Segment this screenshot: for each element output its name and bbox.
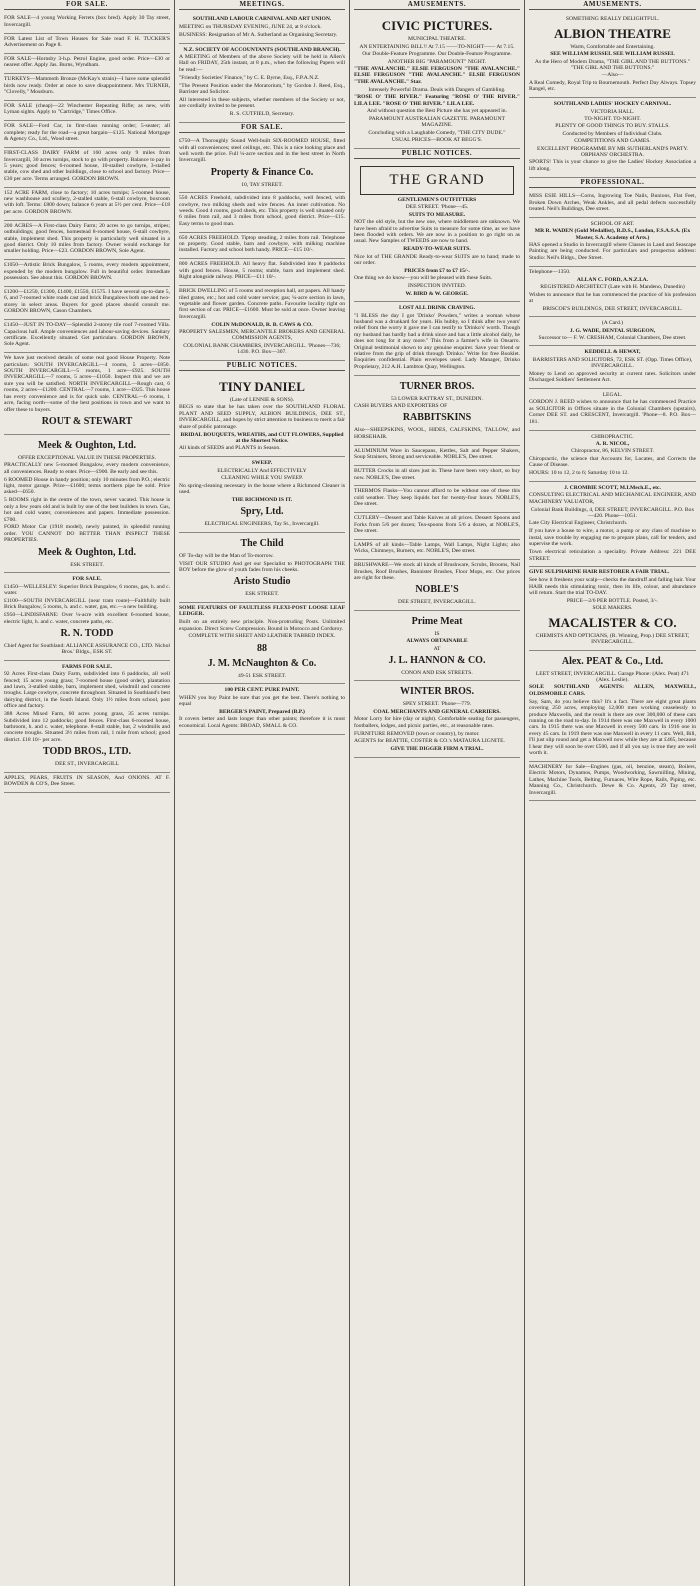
ad-800-acres: 800 ACRES FREEHOLD. All heavy flat. Subdivided into 8 paddocks with good fences. House, 5 rooms; stable, barn and implement shed. Right alongside railway. PRICE—£11 10/-.	[179, 259, 345, 286]
ad-ford-car: FOR SALE—Ford Car, in first-class running order; 5-seater; all complete; ready for the road—a great bargain—£125. National Mortgage & Agency Co., Ltd., Wood street.	[4, 121, 170, 148]
ad-nobles-thermos: THERMOS Flasks—You cannot afford to be without one of these this cold weather. They keep liquids hot for twenty-four hours. NOBLE'S, Dee street.	[354, 486, 520, 513]
section-header-for-sale-2: FOR SALE.	[179, 123, 345, 133]
advertiser-jl-hannon: J. L. HANNON & CO.	[388, 655, 486, 666]
ad-hockey-carnival: SOUTHLAND LADIES' HOCKEY CARNIVAL. VICTORIA HALL. TO-NIGHT. TO-NIGHT. PLENTY OF GOOD THINGS TO BUY. STALLS. Conducted by Members of Individual Clubs. COMPETITIONS AND GAMES. EXCELLENT PROGRAMME BY MR SUTHERLAND'S PARTY. ORPHANS' ORCHESTRA. SPORTS! This is your chance to give the Ladies' Hockey Association a lift along.	[529, 98, 696, 178]
advertiser-alex-peat: Alex. PEAT & Co., Ltd.	[561, 655, 664, 667]
ad-apples-pears: APPLES, PEARS, FRUITS IN SEASON, And ONIONS. AT F. BOWDEN & CO'S, Dee Street.	[4, 773, 170, 793]
ad-brick-dwelling: BRICK DWELLING of 5 rooms and reception hall, art papers. All handy tiled grates, etc.; hot and cold water service; gas; ¼-acre section in lawn, vegetable and flower garden. Concrete paths. Favourite locality right on first section of car. PRICE—£1600. Must be sold at once. Owner leaving Invercargill. COLIN McDONALD, R. B. CAWS & CO. PROPERTY SALESMEN, MERCANTILE BROKERS AND GENERAL COMMISSION AGENTS, COLONIAL BANK CHAMBERS, INVERCARGILL. 'Phones—736; 1436. P.O. Box—307.	[179, 286, 345, 361]
section-header-public-notices-2: PUBLIC NOTICES.	[354, 149, 520, 159]
section-header-amusements: AMUSEMENTS.	[354, 0, 520, 10]
ad-nobles-cutlery: CUTLERY—Dessert and Table Knives at all prices. Dessert Spoons and Forks from 5/6 per dozen; Tea-spoons from 5/6 a dozen, at NOBLE'S, Dee street.	[354, 513, 520, 540]
section-header-for-sale: FOR SALE.	[4, 0, 170, 10]
ad-aristo-studio: The Child OF To-day will be the Man of To-morrow. VISIT OUR STUDIO And get our Specialist to PHOTOGRAPH THE BOY before the glow of youth fades from his cheeks. Aristo Studio ESK STREET.	[179, 533, 345, 603]
ad-petrol-engine: FOR SALE—Hornsby 3-h.p. Petrol Engine, good order. Price—£30 or nearest offer. Apply Jas. Burns, Wyndham.	[4, 54, 170, 74]
section-header-public-notices: PUBLIC NOTICES.	[179, 361, 345, 371]
ad-dairy-farm-200: 200 ACRES—A First-class Dairy Farm; 20 acres to go turnips, stripes; outbuildings; good fences, homestead 8-roomed house, 6-stall cowbyre, stable, implement shed. This property is particularly well situated in a good district. Only 10 miles from factory. Owner would exchange for smaller holding. Price—£23. GORDON BROWN, Sole Agent.	[4, 221, 170, 261]
ad-the-grand: THE GRAND GENTLEMEN'S OUTFITTERS DEE STREET. 'Phone—45. SUITS TO MEASURE. NOT the old style, but the new one, where middlemen are unknown. We have been afraid to advertise Suits to measure for some time, as we have been flooded with orders. We are now in a position to go right on as usual. New Samples of TWEEDS are now to hand. READY-TO-WEAR SUITS. Nice lot of THE GRANDE Ready-to-wear SUITS are to hand; made to our order. PRICES from £7 to £7 15/-. One thing we do know—you will be pleased with these Suits. INSPECTION INVITED. W. BIRD & W. GEORGE.	[354, 162, 520, 302]
ad-albion-theatre: SOMETHING REALLY DELIGHTFUL. ALBION THEATRE Warm, Comfortable and Entertaining. SEE WILLIAM RUSSEL SEE WILLIAM RUSSEL As the Hero of Modern Drama, "THE GIRL AND THE BUTTONS." "THE GIRL AND THE BUTTONS." —Also— A Real Comedy, Royal Trip to Bournemouth. Perfect Day Always. Topsey Rangel, etc.	[529, 13, 696, 98]
advertiser-the-grand: THE GRAND	[389, 171, 485, 188]
ad-turner-bros: TURNER BROS. 53 LOWER RATTRAY ST., DUNEDIN. CASH BUYERS AND EXPORTERS OF RABBITSKINS Also—SHEEPSKINS, WOOL, HIDES, CALFSKINS, TALLOW, and HORSEHAIR.	[354, 376, 520, 446]
section-header-amusements-2: AMUSEMENTS.	[529, 0, 696, 10]
ad-esie-hills: MISS ESIE HILLS—Corns, Ingrowing Toe Nails, Bunions, Flat Feet, Broken Down Arches, Weak Ankles, and all pedal defects successfully treated. Neil's Buildings, Dee street.	[529, 191, 696, 218]
ad-chiropractic: CHIROPRACTIC. A. R. NICOL, Chiropractor, 86, KELVIN STREET. Chiropractic, the science that Accounts for, Locates, and Corrects the Cause of Disease. HOURS: 10 to 12, 2 to 6; Saturday 10 to 12.	[529, 431, 696, 482]
ad-school-of-art: SCHOOL OF ART. MR R. WADEN (Gold Medallist), R.D.S., London, F.S.A.S.A. (Ex Master, S.A. Academy of Arts.) HAS opened a Studio in Invercargill where Classes in Land and Seascape Painting are being conducted. For particulars and prospectus address: Studio: Neil's Bldgs., Dee Street.	[529, 218, 696, 267]
column-amusements	[350, 0, 525, 1586]
ad-keddell-hewat: KEDDELL & HEWAT, BARRISTERS AND SOLICITORS, 72, ESK ST. (Opp. Times Office), INVERCARGILL. Money to Lend on approved security at current rates. Solicitors under Discharged Soldiers' Settlement Act.	[529, 346, 696, 389]
ad-todd-for-sale: FOR SALE. £1450—WELLESLEY: Superior Brick Bungalow, 6 rooms, gas, h. and c. water. £1100—SOUTH INVERCARGILL (near tram route)—Faithfully built Brick Bungalow, 5 rooms, h. and c. water, gas, etc.—a new building. £950—LINDISFARNE: Over ¼-acre with excellent 6-roomed house, electric light, h. and c. water, concrete paths, etc. R. N. TODD Chief Agent for Southland: ALLIANCE ASSURANCE CO., LTD. Nichol Bros.' Bldgs., ESK ST.	[4, 573, 170, 661]
advertiser-civic-pictures: CIVIC PICTURES.	[381, 18, 493, 34]
advertiser-mcnaughton: J. M. McNaughton & Co.	[207, 657, 317, 669]
ad-rifle: FOR SALE (cheap)—22 Winchester Repeating Rifle; as new, with Lyman sights. Apply to "Cartridge," Times Office.	[4, 101, 170, 121]
ad-loose-leaf-ledger: SOME FEATURES OF FAULTLESS FLEXI-POST LOOSE LEAF LEDGER. Built on an entirely new principle. Non-protruding Posts. Unlimited expansion. Direct Screw Compression. Bound in Morocco and Corduroy. COMPLETE WITH SHEET AND LEATHER TABBED INDEX. 88 J. M. McNaughton & Co. 49-51 ESK STREET.	[179, 603, 345, 684]
advertiser-property-finance: Property & Finance Co.	[210, 166, 314, 178]
advertiser-spry: Spry, Ltd.	[240, 506, 284, 518]
ad-farm-152: 152 ACRE FARM, close to factory; 10 acres turnips; 5-roomed house, new washhouse and scullery, 2-stalled stable, 6-stall cowbyre, boxroom with loft. Terms: £800 down; balance 6 years at 5½ per cent. Price—£18 per acre. GORDON BROWN.	[4, 188, 170, 221]
ad-bungalows-1200: £1200—£1250, £1300, £1400, £1550, £1575. I have several up-to-date 5, 6, and 7-roomed white roads cast and brick Bungalows both one and two-storey in select areas. Buyers for good places should consult me. GORDON BROWN, Cason Chambers.	[4, 287, 170, 320]
column-meetings	[175, 0, 350, 1586]
ad-labour-carnival: SOUTHLAND LABOUR CARNIVAL AND ART UNION. MEETING on THURSDAY EVENING, JUNE 24, at 8 o'clock. BUSINESS: Resignation of Mr A. Sutherland as Organising Secretary.	[179, 13, 345, 43]
ad-tiny-daniel: TINY DANIEL (Late of LENNIE & SONS). BEGS to state that he has taken over the SOUTHLAND FLORAL PLANT AND SEED SUPPLY, ALBION BUILDINGS, DEE ST., INVERCARGILL, and hopes by strict attention to business to merit a fair share of public patronage. BRIDAL BOUQUETS, WREATHS, and CUT FLOWERS, Supplied at the Shortest Notice. All kinds of SEEDS and PLANTS in Season.	[179, 374, 345, 457]
ad-650-acres: 650 ACRES FREEHOLD. Tiptop steading, 2 miles from rail. Telephone on property. Good stable, barn and cowbyre, with milking machine installed. Factory and school both handy. PRICE—£15 10/-.	[179, 233, 345, 260]
advertiser-rout-stewart: ROUT & STEWART	[41, 415, 133, 427]
ad-villa-1450: £1450—JUST IN TO-DAY—Splendid 2-storey tile roof 7-roomed Villa. Capacious hall. Ample conveniences and labour-saving devices. Sanitary certificate. Excellently situated. Get particulars. GORDON BROWN, Sole Agent.	[4, 320, 170, 353]
ad-dairy-farm-160: FIRST-CLASS DAIRY FARM of 160 acres only 9 miles from Invercargill, 30 acres turnips, stock to go with property. Balance to pay in 5 years; good fences; 6-roomed house, 10-stalled cowbyre, 3-stalled stable, cow shed and other buildings, close to school and factory. Price—£30 per acre. Terms arranged. GORDON BROWN.	[4, 148, 170, 188]
ad-prime-meat: Prime Meat IS ALWAYS OBTAINABLE AT J. L. HANNON & CO. CONON AND ESK STREETS.	[354, 611, 520, 682]
ad-farms-for-sale: FARMS FOR SALE. 92 Acres First-class Dairy Farm, subdivided into 6 paddocks, all well fenced; 15 acres young grass; 7-roomed house (good order), plantation and lawn, 3-stalled stable, barn, implement shed, windmill and concrete troughs. Large cowbyre, concrete throughout. Situated in Southland's best dairying district, in the South Island. Only 1½ miles from school, post office and factory. 388 Acres Mixed Farm, 60 acres young grass, 35 acres turnips. Subdivided into 12 paddocks; good fences. First-class 6-roomed house, bathroom, h. and c. water, telephone. 8-stall stable, hut, 2 windmills and concrete troughs. Situated 3½ miles from rail, 1 mile from school; good district. £18 10/- per acre. TODD BROS., LTD. DEE ST., INVERCARGILL	[4, 661, 170, 773]
advertiser-meek-oughton: Meek & Oughton, Ltd.	[37, 439, 137, 451]
ad-crombie-scott: J. CROMBIE SCOTT, M.I.Mech.E., etc. CONSULTING ELECTRICAL AND MECHANICAL ENGINEER, AND MACHINERY VALUATOR, Colonial Bank Buildings, 4, DEE STREET, INVERCARGILL. P.O. Box—420. Phone—1051. Late City Electrical Engineer, Christchurch. If you have a house to wire, a motor, a pump or any class of machine to instal, save trouble by engaging me to prepare plans, call for tenders, and supervise the work. Town electrical reticulation a speciality. Private Address: 221 DEE STREET.	[529, 482, 696, 567]
ad-civic-pictures: CIVIC PICTURES. MUNICIPAL THEATRE. AN ENTERTAINING BILL!! At 7.15 ——TO-NIGHT—— At 7.15. Our Double-Feature Programme. Our Double-Feature Programme. ANOTHER BIG "PARAMOUNT" NIGHT. "THE AVALANCHE." ELSIE FERGUSON "THE AVALANCHE." ELSIE FERGUSON "THE AVALANCHE." ELSIE FERGUSON "THE AVALANCHE." Star. Intensely Powerful Drama. Deals with Dangers of Gambling. "ROSE O' THE RIVER." Featuring "ROSE O' THE RIVER." LILA LEE. "ROSE O' THE RIVER." LILA LEE. And without question the Best Picture she has yet appeared in. PARAMOUNT AUSTRALIAN GAZETTE. PARAMOUNT MAGAZINE. Concluding with a Laughable Comedy, "THE CITY DUDE." USUAL PRICES—BOOK AT BEGG'S.	[354, 13, 520, 148]
ad-meek-oughton-1: Meek & Oughton, Ltd. OFFER EXCEPTIONAL VALUE IN THESE PROPERTIES. PRACTICALLY new 5-roomed Bungalow, every modern convenience, all conveniences. Ready to enter. Price—£900. Be early and see this. 6 ROOMED House in handy position; only 10 minutes from P.O.; electric light, motor garage. Price—£1600; terms northern pipe be sold. Price asked—£650. 5 ROOMS right in the centre of the town, never vacated. This house is only a few years old and is built by one of the best builders in town. Gas, hot and cold water, conveniences and papers. Immediate possession. £700. FORD Motor Car (1918 model), newly painted, in splendid running order. YOU CANNOT DO BETTER THAN INSPECT THESE PROPERTIES. Meek & Oughton, Ltd. ESK STREET.	[4, 435, 170, 573]
advertiser-nobles: NOBLE'S	[415, 584, 459, 596]
ad-drinko: LOST ALL DRINK CRAVING. "I BLESS the day I got 'Drinko' Powders," writes a woman whose husband was a drunkard for years. His hubby, so I think after two years' relief from the worry it gave me I can testify to 'Drinko's' worth. Though my husband has hardly had a drink since and has a little alcohol daily, he does not long for it any more." This from a farmer's wife in Onsarro. Original testimonial shown to any genuine enquirer. Save your friend or relative from the grip of drink through 'Drinko.' Write for free Booklet. Enquiries confidential. Plain envelopes used. Lady Manager, Drinko Proprietary, 212 A.H. Lambton Quay, Wellington.	[354, 302, 520, 376]
ad-jg-wade: (A Card.) J. G. WADE, DENTAL SURGEON, Successor to— F. W. CRESHAM, Colonial Chambers, Dee street.	[529, 317, 696, 346]
ad-six-roomed-house: £750—A Thoroughly Sound Well-built SIX-ROOMED HOUSE, fitted with all conveniences; steel ceilings, etc. This is a nice looking place and well worth the price. Full ¼-acre section and in the best street in North Invercargill. Property & Finance Co. 10, TAY STREET.	[179, 136, 345, 193]
advertiser-meek-oughton-footer: Meek & Oughton, Ltd.	[37, 546, 137, 558]
ad-nobles-brushware: BRUSHWARE—We stock all kinds of Brushware, Scrubs, Brooms, Nail Brushes, Roof Brushes, Bannister Brushes, Floor Mops, etc. Our prices are right for these. NOBLE'S DEE STREET, INVERCARGILL.	[354, 560, 520, 611]
advertiser-aristo-studio: Aristo Studio	[233, 576, 291, 588]
ad-town-houses: FOR Latest List of Town Houses for Sale read F. H. TUCKER'S Advertisement on Page 8.	[4, 34, 170, 54]
section-header-professional: PROFESSIONAL.	[529, 178, 696, 188]
section-header-meetings: MEETINGS.	[179, 0, 345, 10]
advertiser-macalister: MACALISTER & CO.	[548, 614, 677, 630]
advertiser-albion-theatre: ALBION THEATRE	[554, 25, 671, 41]
advertiser-tiny-daniel: TINY DANIEL	[219, 379, 305, 395]
ad-allan-ford: Telephone—1350. ALLAN C. FORD, A.N.Z.I.A. REGISTERED ARCHITECT (Late with H. Mandeno, Dunedin) Wishes to announce that he has commenced the practice of his profession at BRISCOE'S BUILDINGS, DEE STREET, INVERCARGILL.	[529, 267, 696, 317]
advertiser-rn-todd: R. N. TODD	[60, 627, 114, 639]
ad-nobles-aluminium: ALUMINIUM Ware in Saucepans, Kettles, Salt and Pepper Shakers, Soup Strainers, Strong and serviceable. NOBLE'S, Dee street.	[354, 446, 520, 466]
ad-sulpharine: GIVE SULPHARINE HAIR RESTORER A FAIR TRIAL. See how it freshens your scalp—checks the dandruff and falling hair. Your HAIR needs this stimulating tonic, then its life, colour, and abundance will return. Start the trial TO-DAY. PRICE—2/6 PER BOTTLE. Posted, 3/-. SOLE MAKERS. MACALISTER & CO. CHEMISTS AND OPTICIANS, (R. Winning, Prop.) DEE STREET, INVERCARGILL.	[529, 567, 696, 650]
ad-house-property-list: We have just received details of some real good House Property. Note particulars: SOUTH INVERCARGILL—4 rooms, 5 acres—£850. SOUTH INVERCARGILL—5 rooms, 1 acre—£925. SOUTH INVERCARGILL—7 rooms, 5 acres—£1050. Inspect this and we are sure you will be satisfied. NORTH INVERCARGILL—Rough cast, 6 rooms, 2 acres—£1200. CENTRAL—7 rooms, 1 acre—£925. This house has every convenience and is for quick sale. CENTRAL—6 rooms, 1 acre, facing north—some of the best positions in town and we want to offer these to buyers. ROUT & STEWART	[4, 353, 170, 435]
ad-richmond-sweep: SWEEP. ELECTRICALLY And EFFECTIVELY CLEANING WHILE YOU SWEEP. No spring-cleaning necessary in the house where a Richmond Cleaner is used. THE RICHMOND IS IT. Spry, Ltd. ELECTRICAL ENGINEERS, Tay St., Invercargill.	[179, 457, 345, 532]
ad-accountants-society: N.Z. SOCIETY OF ACCOUNTANTS (SOUTHLAND BRANCH). A MEETING of Members of the above Society will be held in Allen's Hall on FRIDAY, 25th instant, at 8 p.m., when the following Papers will be read:— "Friendly Societies' Finance," by C. E. Byrne, Esq., F.P.A.N.Z. "The Present Position under the Moratorium," by Gordon J. Reed, Esq., Barrister and Solicitor. All interested in these subjects, whether members of the Society or not, are cordially invited to be present. R. S. CUTFIELD, Secretary.	[179, 44, 345, 123]
advertiser-todd-bros: TODD BROS., LTD.	[42, 746, 132, 758]
ad-nobles-butter-crocks: BUTTER Crocks in all sizes just in. These have been very short, so buy now. NOBLE'S, Dee street.	[354, 466, 520, 486]
ad-legal-gordon-reed: LEGAL. GORDON J. REED wishes to announce that he has commenced Practice as SOLICITOR in Offices situate in the Colonial Chambers (upstairs), Corner DEE ST. and CRESCENT, Invercargill. 'Phone—8. P.O. Box—181.	[529, 389, 696, 431]
ad-nobles-lamps: LAMPS of all kinds—Table Lamps, Wall Lamps, Night Lights; also Wicks, Chimneys, Burners, etc. NOBLE'S, Dee street.	[354, 540, 520, 560]
ad-550-acres: 550 ACRES Freehold, subdivided into 8 paddocks, well fenced, with cowbyre, two milking sheds and wire fences. An inner cultivation. No weeds. Good 4 rooms, good sheds, etc. This property is well situated only 6 miles from rail, and 3 miles from school, good district. Price—£15. Easy terms to good man.	[179, 193, 345, 233]
ad-winter-bros: WINTER BROS. SPEY STREET. 'Phone—779. COAL MERCHANTS AND GENERAL CARRIERS. Motor Lorry for hire (day or night). Comfortable seating for passengers, footballers, lodges, and picnic parties, etc., at reasonable rates. FURNITURE REMOVED (town or country), by motor. AGENTS for BEATTIE, COSTER & CO.'s MATAURA LIGNITE. GIVE THE DIGGER FIRM A TRIAL.	[354, 681, 520, 757]
ad-brick-bungalow-1050: £1050—Artistic Brick Bungalow, 5 rooms, every modern appointment, expended by the modern bungalow. Full in beautiful order. Immediate possession. See about this. GORDON BROWN.	[4, 260, 170, 287]
ad-alex-peat: Alex. PEAT & Co., Ltd. LEET STREET, INVERCARGILL. Garage Phone: (Alex. Peat) 471 (Alex. Leslie). SOLE SOUTHLAND AGENTS: ALLEN, MAXWELL, OLDSMOBILE CARS. Say, Sam, do you believe this? It's a fact. There are eight great plants covering 250 acres, employing 12,000 men working ceaselessly to produce Maxwells, and the result is there are over 300,000 of these cars running on the road to-day. In 1914 there was one Maxwell in every 1000 cars. In 1915 there was one Maxwell in every 500 cars. In 1916 one in every 45 cars. In 1919 there was one Maxwell in every 11 cars. Well, Bill, I'll just slip round and get a Maxwell now while they are at £465, because I hear they will soon be over £500, and if all you say is true they are well worth it.	[529, 651, 696, 762]
ad-machinery: MACHINERY for Sale—Engines (gas, oil, benzine, steam), Boilers, Electric Motors, Dynamos, Pumps, Woodworking, Sawmilling, Mining, Lathes, Machine Tools, Belting, Furnaces, Wire Rope, Rails, Piping, etc. Manning Co., Christchurch. Dewe & Co. Agents, 29 Tay street, Invercargill.	[529, 762, 696, 802]
ad-turkeys: TURKEYS—Mammoth Bronze (McKay's strain)—I have some splendid birds now ready. Order at once to save disappointment. Mrs TURNER, "Clovelly," Mossburn.	[4, 74, 170, 101]
column-for-sale	[0, 0, 175, 1586]
ad-ferrets: FOR SALE—4 young Working Ferrets (box bred). Apply 30 Tay street, Invercargill.	[4, 13, 170, 33]
advertiser-turner-bros: TURNER BROS.	[399, 380, 475, 392]
advertiser-winter-bros: WINTER BROS.	[400, 686, 474, 698]
ad-berger-paint: 100 PER CENT. PURE PAINT. WHEN you buy Paint be sure that you get the best. There's nothing to equal BERGER'S PAINT, Prepared (B.P.) It covers better and lasts longer than other paints; therefore it is most economical. Local Agents: BROAD, SMALL & CO.	[179, 684, 345, 734]
column-amusements-professional	[525, 0, 700, 1586]
